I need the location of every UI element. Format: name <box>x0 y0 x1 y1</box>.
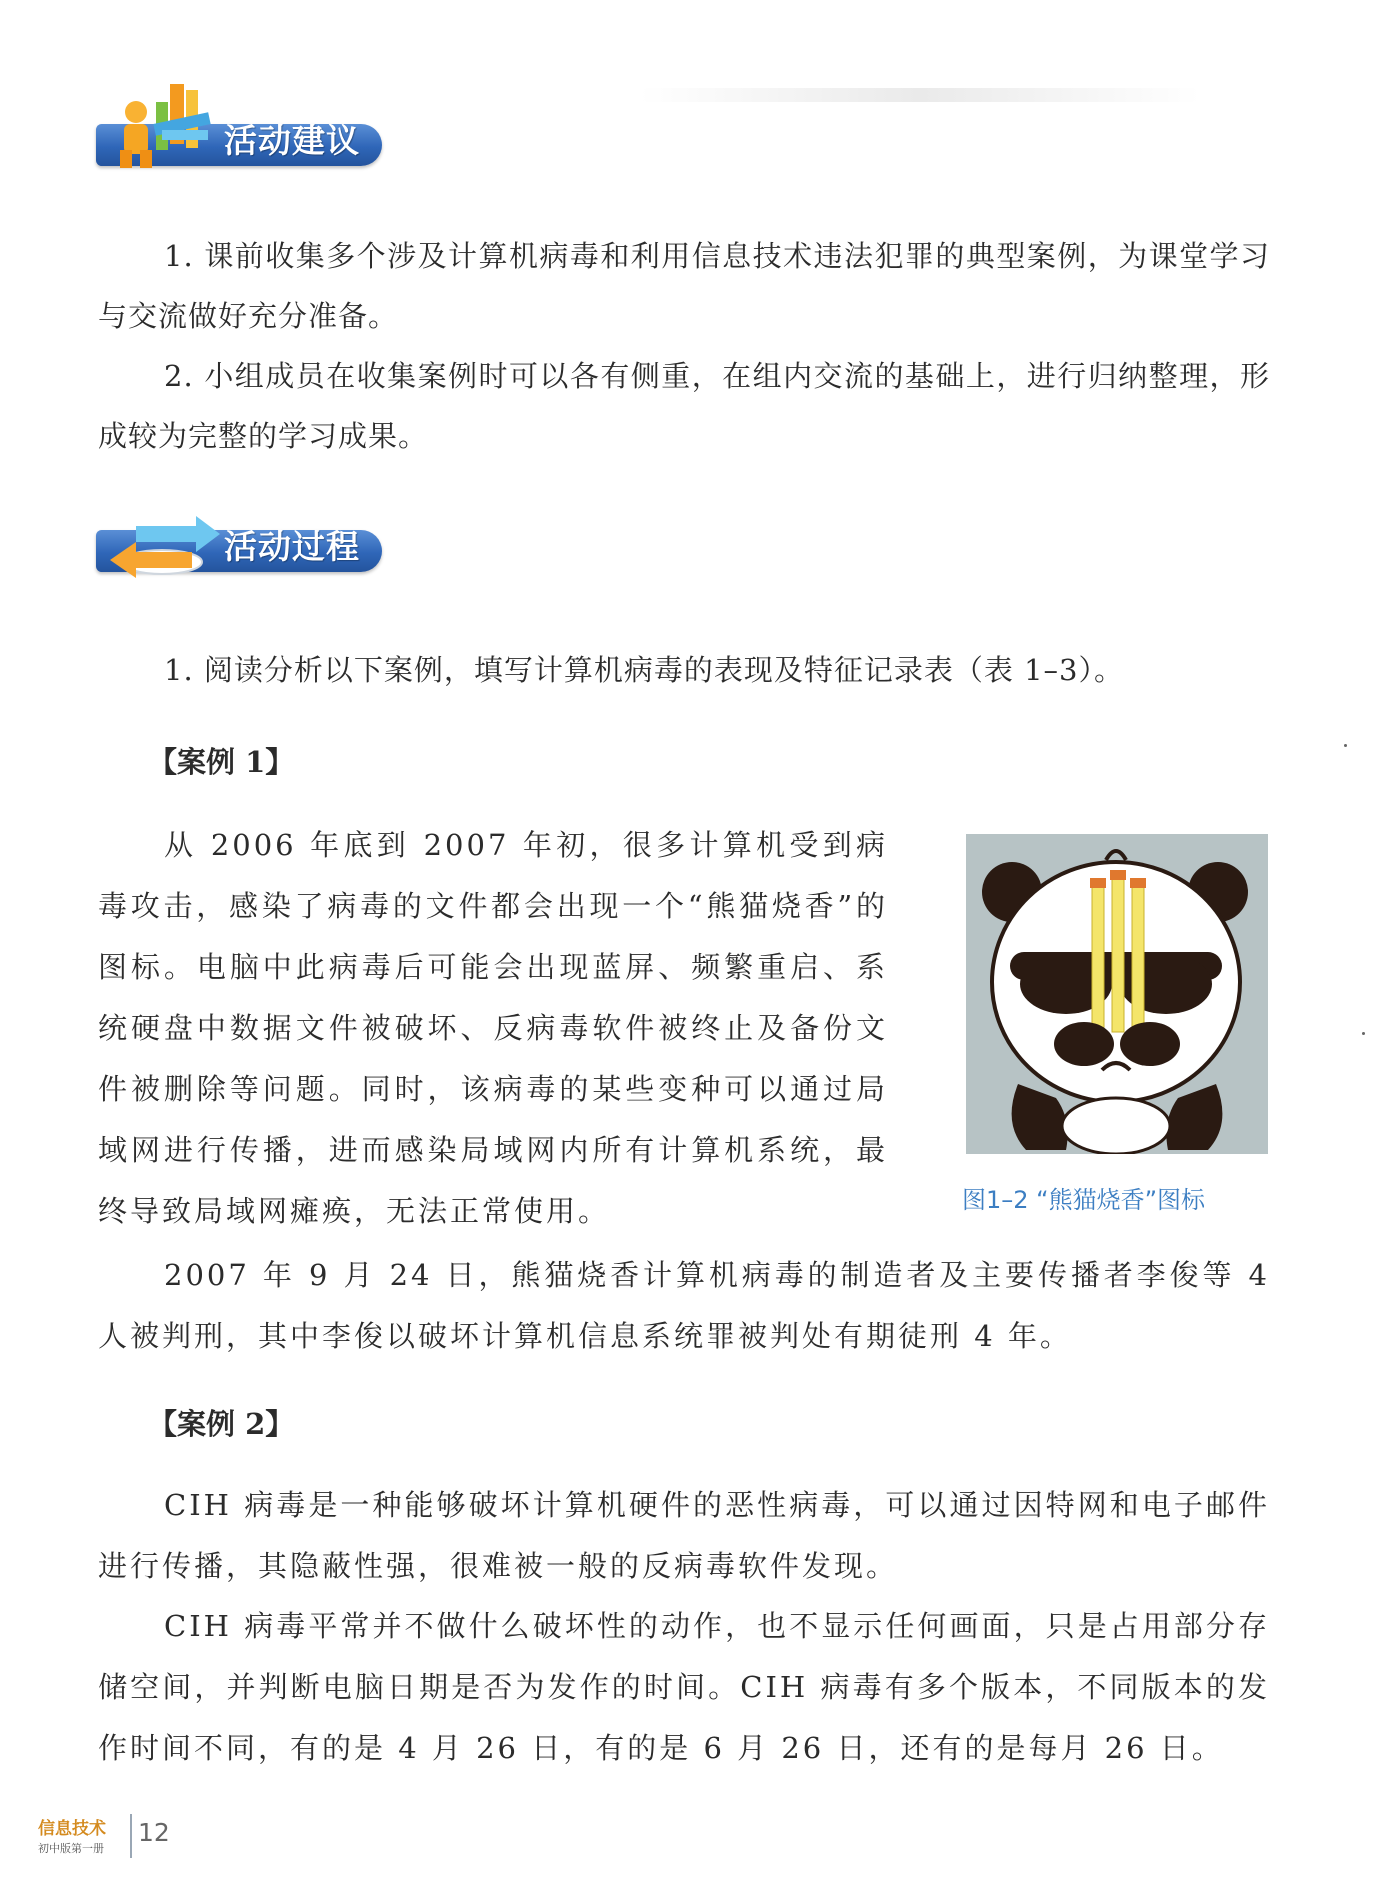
scan-speck <box>1362 1032 1365 1035</box>
suggestion-item-2: 2. 小组成员在收集案例时可以各有侧重，在组内交流的基础上，进行归纳整理，形成较为完整的学习成果。 <box>98 359 1270 453</box>
case2-title: 【案例 2】 <box>148 1407 295 1441</box>
section-header-process <box>96 486 396 582</box>
case1-paragraph-1: 从 2006 年底到 2007 年初，很多计算机受到病毒攻击，感染了病毒的文件都会出现一个“熊猫烧香”的图标。电脑中此病毒后可能会出现蓝屏、频繁重启、系统硬盘中数据文件被破坏、反病毒软件被终止及备份文件被删除等问题。同时，该病毒的某些变种可以通过局域网进行传播，进而感染局域网内所有计算机系统，最终导致局域网瘫痪，无法正常使用。 <box>98 828 888 1228</box>
case2-paragraph-2: CIH 病毒平常并不做什么破坏性的动作，也不显示任何画面，只是占用部分存储空间，并判断电脑日期是否为发作的时间。CIH 病毒有多个版本，不同版本的发作时间不同，有的是 4 月 26 日，有的是 6 月 26 日，还有的是每月 26 日。 <box>98 1609 1270 1765</box>
case2-paragraph-1: CIH 病毒是一种能够破坏计算机硬件的恶性病毒，可以通过因特网和电子邮件进行传播，其隐蔽性强，很难被一般的反病毒软件发现。 <box>98 1488 1270 1583</box>
case1-title: 【案例 1】 <box>148 745 295 779</box>
process-intro: 1. 阅读分析以下案例，填写计算机病毒的表现及特征记录表（表 1–3）。 <box>164 653 1125 687</box>
panda-icon <box>966 834 1268 1154</box>
figure-caption: 图1–2 “熊猫烧香”图标 <box>962 1186 1206 1214</box>
page-number: 12 <box>138 1818 170 1847</box>
section-title-process: 活动过程 <box>224 527 360 566</box>
scan-speck <box>1344 744 1347 747</box>
footer-edition: 初中版第一册 <box>38 1842 104 1855</box>
footer-separator <box>130 1814 132 1858</box>
panda-icon-figure <box>966 834 1268 1154</box>
section-title-suggestions: 活动建议 <box>224 121 360 160</box>
arrows-icon <box>96 486 226 582</box>
suggestion-item-1: 1. 课前收集多个涉及计算机病毒和利用信息技术违法犯罪的典型案例，为课堂学习与交流做好充分准备。 <box>98 239 1270 333</box>
section-header-suggestions <box>96 80 396 176</box>
case1-paragraph-2: 2007 年 9 月 24 日，熊猫烧香计算机病毒的制造者及主要传播者李俊等 4 人被判刑，其中李俊以破坏计算机信息系统罪被判处有期徒刑 4 年。 <box>98 1258 1270 1353</box>
footer-book-title: 信息技术 <box>38 1819 106 1839</box>
faint-header-band <box>640 88 1200 102</box>
people-blocks-icon <box>96 80 226 176</box>
